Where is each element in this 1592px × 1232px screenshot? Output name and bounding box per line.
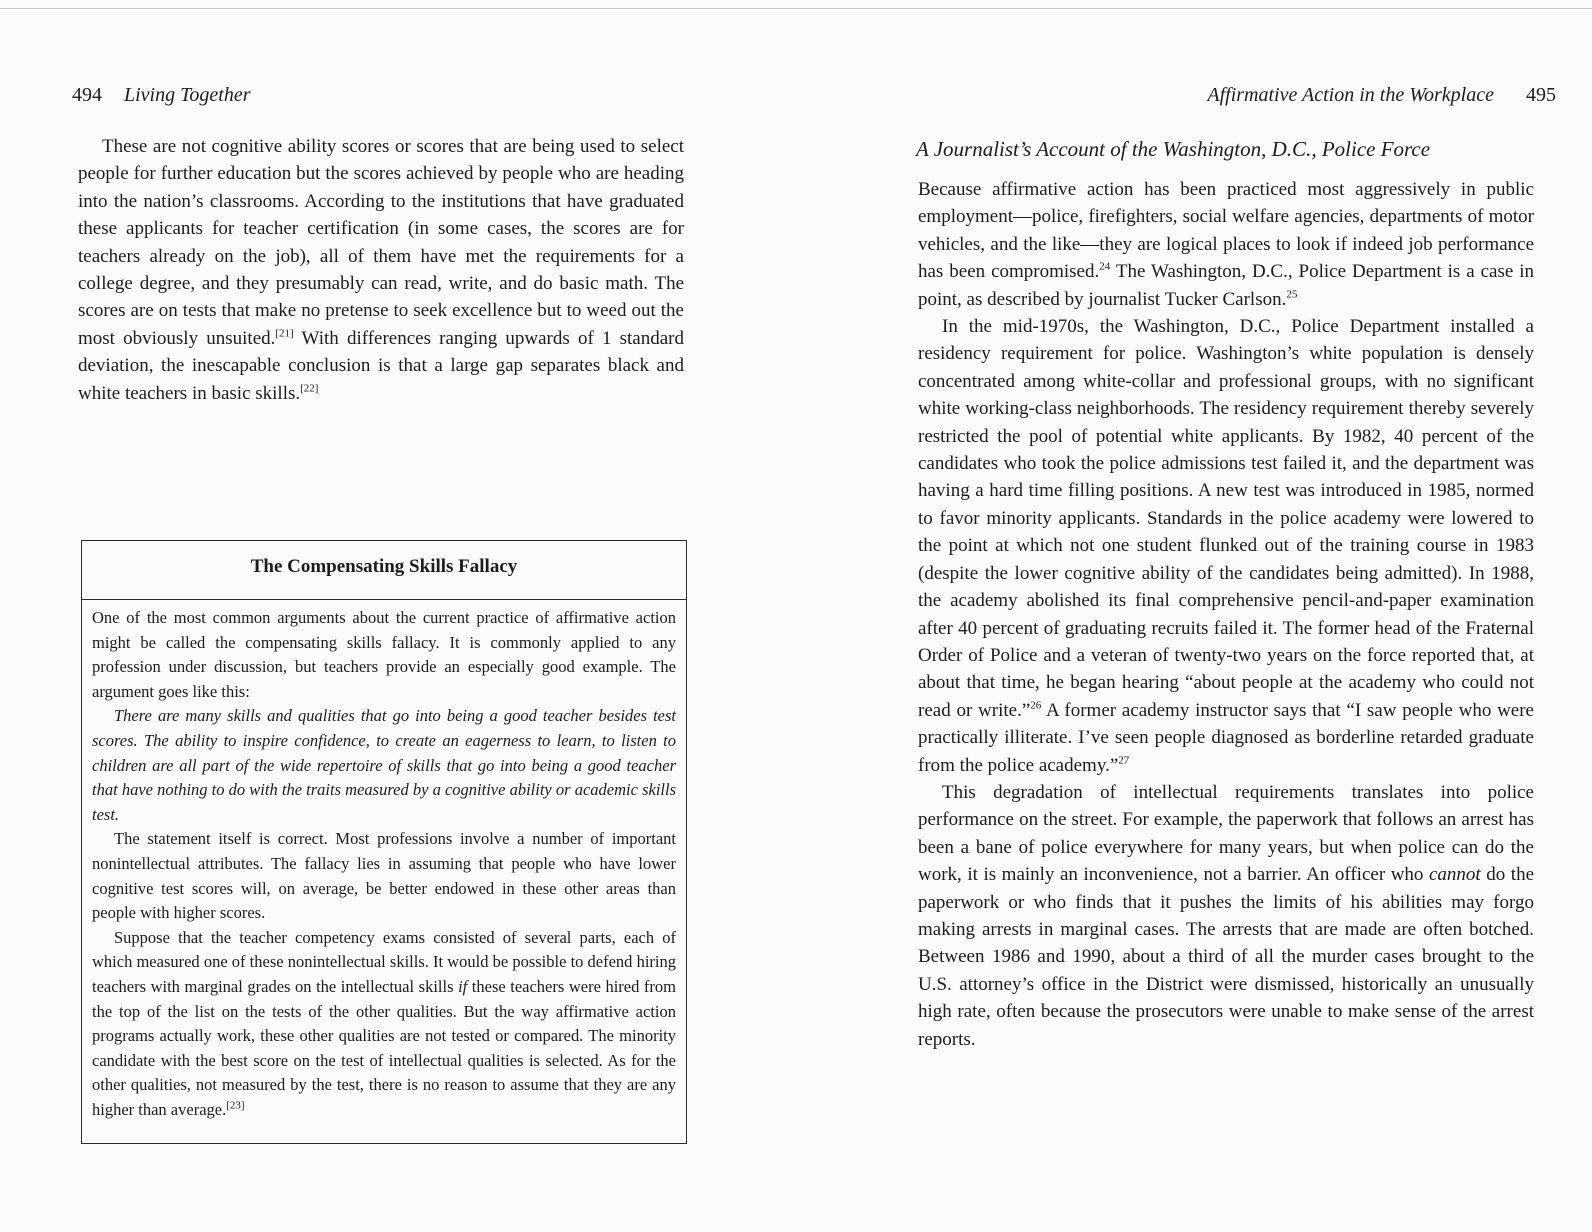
footnote-ref-22: [22] bbox=[300, 382, 319, 395]
left-paragraph bbox=[78, 133, 684, 407]
right-paragraph-1 bbox=[918, 176, 1534, 313]
right-p3-emphasis: cannot bbox=[1428, 864, 1481, 886]
sidebar-quote: There are many skills and qualities that go into being a good teacher besides test scores. The ability to inspire confidence, to create an eagerness to learn, to listen to children are all part of the wide repertoire of skills that go into being a good teacher that have nothing to do with the traits measured by a cognitive ability or academic skills test. bbox=[92, 706, 676, 824]
right-p2-text: In the mid-1970s, the Washington, D.C., Police Department installed a residency requirement for police. Washington’s white population is densely concentrated among white-collar and professional groups, with no significant white working-class neighborhoods. The residency requirement thereby severely restricted the pool of potential white applicants. By 1982, 40 percent of the candidates who took the police admissions test failed it, and the department was having a hard time filling positions. A new test was introduced in 1985, normed to favor minority applicants. Standards in the police academy were lowered to the point at which not one student flunked out of the training course in 1983 (despite the lower cognitive ability of the candidates being admitted). In 1988, the academy abolished its final comprehensive pencil-and-paper examination after 40 percent of graduating recruits failed it. The former head of the Fraternal Order of Police and a veteran of twenty-two years on the force reported that, at about that time, he began hearing “about people at the academy who could not read or write.” bbox=[918, 316, 1534, 721]
footnote-ref-23: [23] bbox=[226, 1099, 245, 1112]
section-heading: A Journalist’s Account of the Washington, D.C., Police Force bbox=[916, 137, 1431, 161]
footnote-ref-27: 27 bbox=[1118, 754, 1130, 767]
left-running-head bbox=[72, 82, 251, 108]
left-paragraph-text: These are not cognitive ability scores or scores that are being used to select people for further education but the scores achieved by people who are heading into the nation’s classrooms. According to the institutions that have graduated these applicants for teacher certification (in some cases, the scores are for teachers already on the job), all of them have met the requirements for a college degree, and they presumably can read, write, and do basic math. The scores are on tests that make no pretense to seek excellence but to weed out the most obviously unsuited. bbox=[78, 136, 684, 349]
sidebar-box-title: The Compensating Skills Fallacy bbox=[82, 541, 686, 600]
right-page bbox=[800, 0, 1592, 1232]
left-body-text bbox=[78, 133, 684, 407]
right-p1-text: Because affirmative action has been practiced most aggressively in public employment—police, firefighters, social welfare agencies, departments of motor vehicles, and the like—they are logical places to look if indeed job performance has been compromised. bbox=[918, 179, 1534, 283]
footnote-ref-21: [21] bbox=[275, 327, 294, 340]
sidebar-paragraph-3: The statement itself is correct. Most professions involve a number of important nonintellectual attributes. The fallacy lies in assuming that people who have lower cognitive test scores will, on average, be better endowed in these other areas than people with higher scores. bbox=[92, 829, 676, 923]
footnote-ref-26: 26 bbox=[1030, 699, 1042, 712]
sidebar-paragraph-1: One of the most common arguments about the current practice of affirmative action might be called the compensating skills fallacy. It is commonly applied to any profession under discussion, but teachers provide an especially good example. The argument goes like this: bbox=[92, 608, 676, 701]
right-page-number: 495 bbox=[1526, 84, 1556, 106]
left-running-title: Living Together bbox=[124, 84, 251, 106]
footnote-ref-24: 24 bbox=[1099, 260, 1111, 273]
sidebar-p4-emphasis: if bbox=[458, 976, 468, 996]
right-p2-text-cont: A former academy instructor says that “I saw people who were practically illiterate. I’ve seen people diagnosed as borderline retarded graduate from the police academy.” bbox=[918, 699, 1534, 776]
right-paragraph-3 bbox=[918, 779, 1534, 1053]
right-running-head bbox=[1207, 82, 1556, 108]
right-p3-text: This degradation of intellectual requirements translates into police performance on the street. For example, the paperwork that follows an arrest has been a bane of police everywhere for many years, but when police can do the work, it is mainly an inconvenience, not a barrier. An officer who bbox=[918, 781, 1534, 886]
left-page-number: 494 bbox=[72, 84, 102, 106]
right-body-text bbox=[918, 176, 1534, 1053]
sidebar-paragraph-4 bbox=[92, 926, 676, 1123]
left-paragraph-text-cont: With differences ranging upwards of 1 standard deviation, the inescapable conclusion is that a large gap separates black and white teachers in basic skills. bbox=[78, 327, 684, 404]
right-paragraph-2 bbox=[918, 313, 1534, 779]
right-running-title: Affirmative Action in the Workplace bbox=[1207, 84, 1494, 106]
sidebar-box-body bbox=[82, 600, 686, 1122]
left-page bbox=[0, 0, 790, 1232]
footnote-ref-25: 25 bbox=[1286, 288, 1298, 301]
right-p3-text-cont: do the paperwork or who finds that it pushes the limits of his abilities may forgo making arrests in marginal cases. The arrests that are made are often botched. Between 1986 and 1990, about a third of all the murder cases brought to the U.S. attorney’s office in the District were dismissed, historically an unusually high rate, often because the prosecutors were unable to make sense of the arrest reports. bbox=[918, 864, 1535, 1050]
right-p1-text-cont: The Washington, D.C., Police Department is a case in point, as described by journalist Tucker Carlson. bbox=[918, 261, 1534, 310]
sidebar-p4-text: Suppose that the teacher competency exams consisted of several parts, each of which measured one of these nonintellectual skills. It would be possible to defend hiring teachers with marginal grades on the intellectual skills bbox=[92, 927, 676, 996]
sidebar-box bbox=[81, 540, 687, 1144]
sidebar-p4-text-cont: these teachers were hired from the top of the list on the tests of the other qualities. But the way affirmative action programs actually work, these other qualities are not tested or compared. The minority candidate with the best score on the test of intellectual qualities is selected. As for the other qualities, not measured by the test, there is no reason to assume that they are any higher than average. bbox=[92, 976, 677, 1119]
